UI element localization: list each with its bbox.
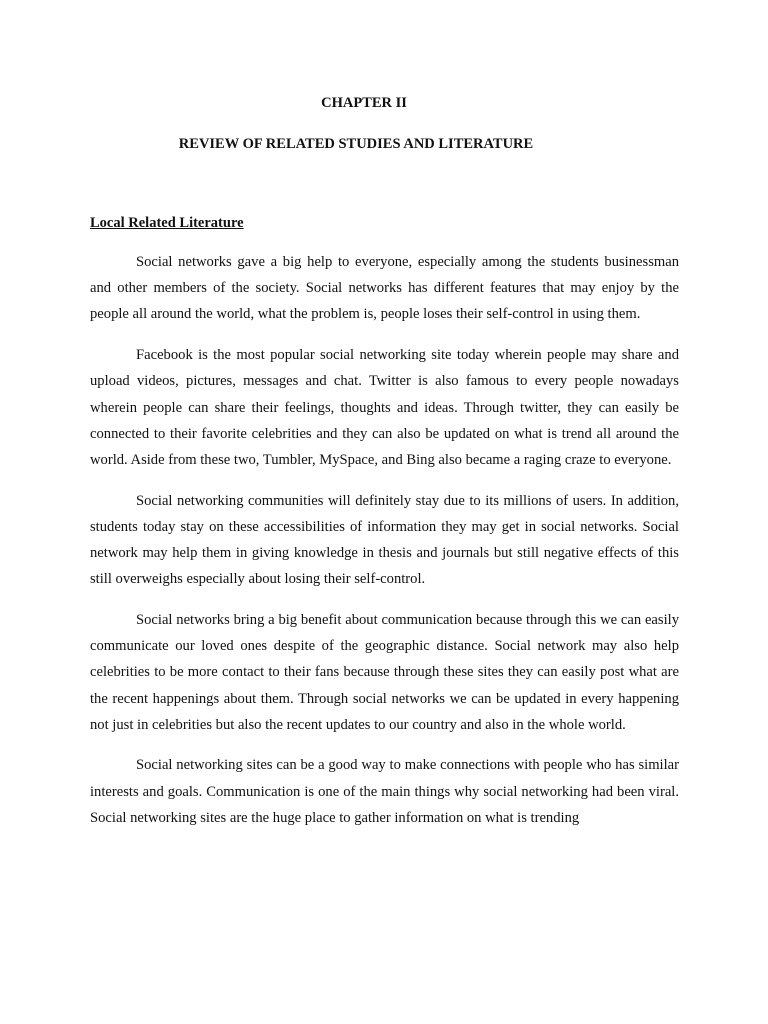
- paragraph: Facebook is the most popular social networking site today wherein people may share and upload videos, pictures, messages and chat. Twitter is also famous to every people nowadays wherein people can share their feelings, thoughts and ideas. Through twitter, they can easily be connected to their favorite celebrities and they can also be updated on what is trend all around the world. Aside from these two, Tumbler, MySpace, and Bing also became a raging craze to everyone.: [90, 347, 679, 468]
- paragraph: Social networks gave a big help to everyone, especially among the students businessman and other members of the society. Social networks has different features that may enjoy by the people all around the world, what the problem is, people loses their self-control in using them.: [90, 254, 679, 323]
- paragraph: Social networking communities will definitely stay due to its millions of users. In addition, students today stay on these accessibilities of information they may get in social networks. Social network may help them in giving knowledge in thesis and journals but still negative effects of this still overweighs especially about losing their self-control.: [90, 492, 679, 588]
- section-heading: Local Related Literature: [90, 215, 244, 231]
- chapter-label: CHAPTER II: [321, 95, 407, 111]
- paragraph: Social networking sites can be a good way to make connections with people who has similar interests and goals. Communication is one of the main things why social networking had been viral. Social networking sites are the huge place to gather information on what is trending: [90, 757, 679, 826]
- paragraph: Social networks bring a big benefit about communication because through this we can easily communicate our loved ones despite of the geographic distance. Social network may also help celebrities to be more contact to their fans because through these sites they can easily post what are the recent happenings about them. Through social networks we can be updated in every happening not just in celebrities but also the recent updates to our country and also in the whole world.: [90, 611, 679, 733]
- body-text: [90, 249, 679, 846]
- chapter-title: REVIEW OF RELATED STUDIES AND LITERATURE: [178, 136, 534, 152]
